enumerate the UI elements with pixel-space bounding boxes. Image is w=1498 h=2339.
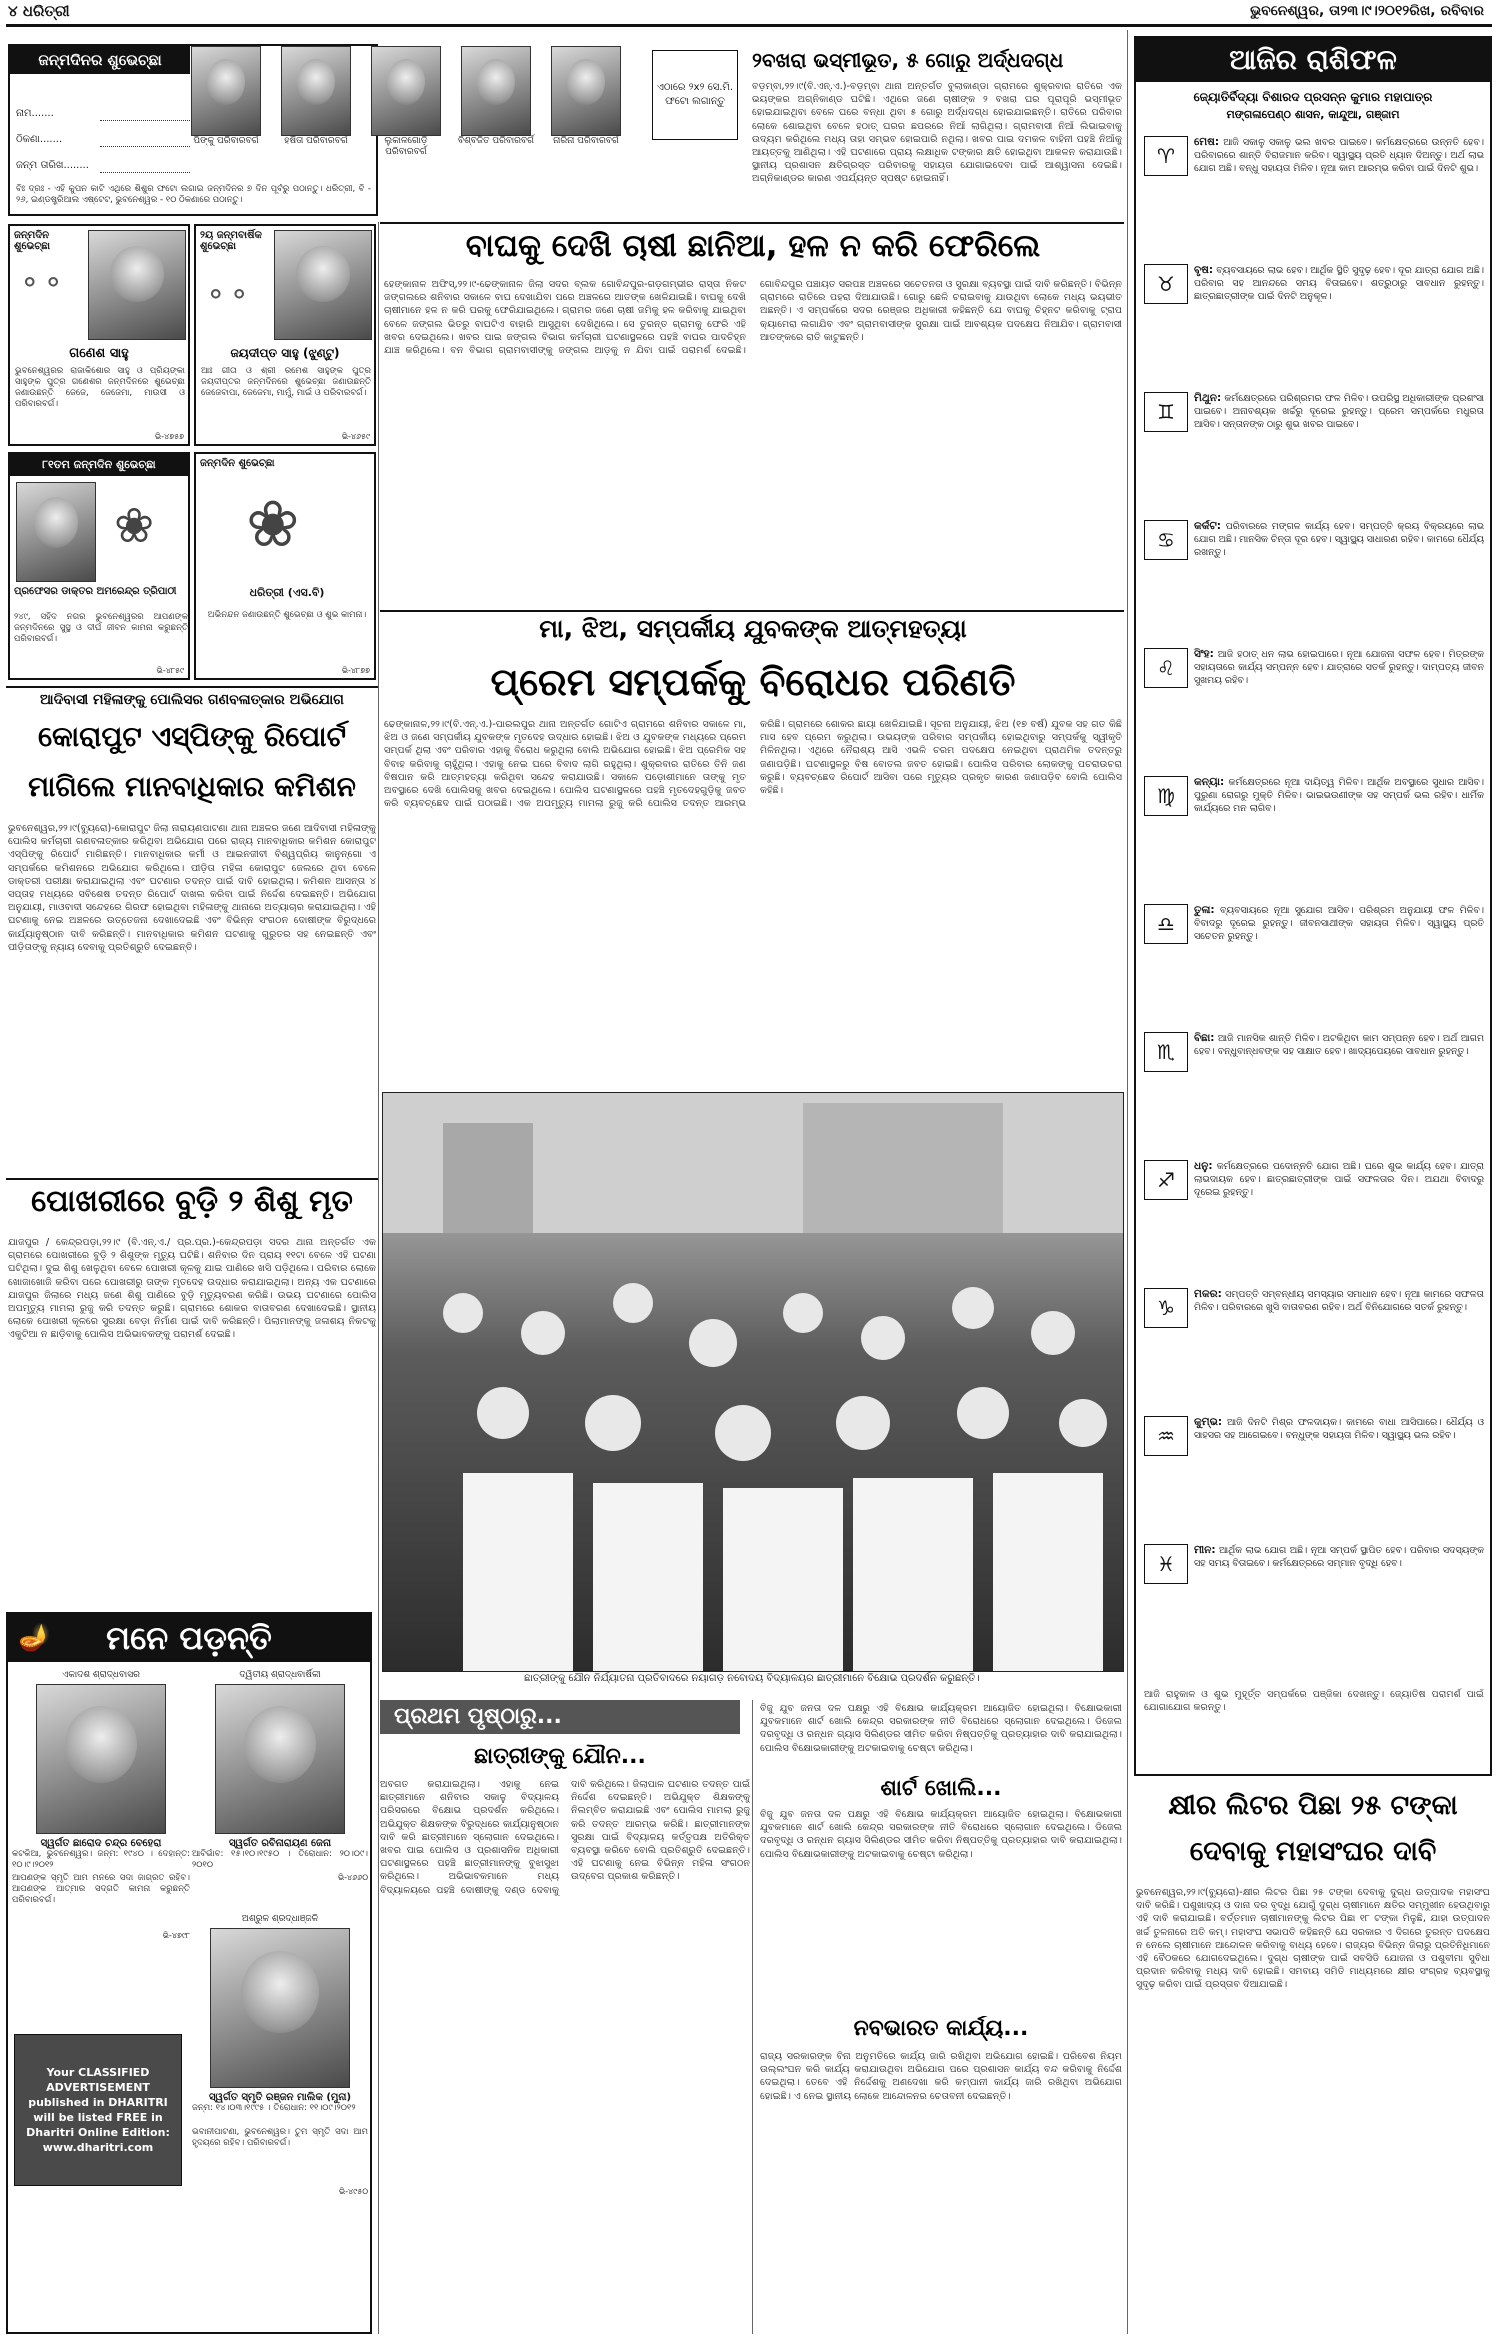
libra-icon: ♎ bbox=[1144, 904, 1188, 944]
elder-photo bbox=[16, 482, 96, 582]
flower-bouquet-icon: ❀ bbox=[246, 488, 300, 562]
flower-bouquet-icon: ❀ bbox=[114, 498, 155, 554]
kid-photo bbox=[371, 46, 441, 136]
kid-2: ହର୍ଷିତା ପରିବାରବର୍ଗ bbox=[276, 46, 356, 147]
koraput-kicker: ଆଦିବାସୀ ମହିଳାଙ୍କୁ ପୋଲିସର ଗଣବଳାତ୍କାର ଅଭିଯୋଗ bbox=[40, 692, 344, 708]
photo-placeholder-box: ଏଠାରେ ୨x୨ ସେ.ମି. ଫଟୋ ଲଗାନ୍ତୁ bbox=[652, 50, 738, 140]
kid-1: ପିଙ୍କୁ ପରିବାରବର୍ଗ bbox=[186, 46, 266, 147]
milk-headline-2: ଦେବାକୁ ମହାସଂଘର ଦାବି bbox=[1189, 1836, 1437, 1867]
coupon-name-field: ନାମ....... bbox=[16, 108, 54, 119]
sign-aquarius: ♒ କୁମ୍ଭ: ଆଜି ଦିନଟି ମିଶ୍ର ଫଳଦାୟକ। କାମରେ ବାଧା ଆସିପାରେ। ଧୈର୍ଯ୍ୟ ଓ ସାହସର ସହ ଆଗେଇବେ। ବନ୍ଧୁଙ୍କ ସହାୟତା ମିଳିବ। ସ୍ୱାସ୍ଥ୍ୟ ଭଲ ରହିବ। bbox=[1144, 1416, 1484, 1541]
sign-taurus: ♉ ବୃଷ: ବ୍ୟବସାୟରେ ଲାଭ ହେବ। ଆର୍ଥିକ ସ୍ଥିତି ସୁଦୃଢ଼ ହେବ। ଦୂର ଯାତ୍ରା ଯୋଗ ଅଛି। ପରିବାର ସହ ଆନନ୍ଦରେ ସମୟ ବିତାଇବେ। ଶତ୍ରୁଠାରୁ ସାବଧାନ ରୁହନ୍ତୁ। ଛାତ୍ରଛାତ୍ରୀଙ୍କ ପାଇଁ ଦିନଟି ଅନୁକୂଳ। bbox=[1144, 264, 1484, 389]
child-photo bbox=[274, 230, 372, 340]
birthday-ad-1: ଜନ୍ମଦିନ ଶୁଭେଚ୍ଛା ⚬⚬ ଗଣେଶ ସାହୁ ଭୁବନେଶ୍ୱରର ରାଜାକିଶୋର ସାହୁ ଓ ପ୍ରିୟଙ୍କା ସାହୁଙ୍କ ପୁତ୍ର ଗଣେଶର ଜନ୍ମଦିନରେ ଶୁଭେଚ୍ଛା ଜଣାଉଛନ୍ତି ଜେଜେ, ଜେଜେମା, ମାଉସୀ ଓ ପରିବାରବର୍ଗ। ଭି-୪୭୫୭ bbox=[8, 224, 190, 446]
cancer-icon: ♋ bbox=[1144, 520, 1188, 560]
birthday-ad-4: ଜନ୍ମଦିନ ଶୁଭେଚ୍ଛା ❀ ଧରିତ୍ରୀ (ଏସ.ବି) ଅଭିନନ୍ଦନ ଜଣାଉଛନ୍ତି ଶୁଭେଚ୍ଛା ଓ ଶୁଭ କାମନା। ଭି-୪୮୭୭ bbox=[194, 452, 376, 680]
coupon-kids-row bbox=[186, 46, 656, 181]
dateline: ଭୁବନେଶ୍ୱର, ତା୨୩।୯।୨୦୧୨ରିଖ, ରବିବାର bbox=[1250, 3, 1484, 19]
coupon-footer-note: ବିଃ ଦ୍ରଃ - ଏହି କୁପନ କାଟି ଏଥିରେ ଶିଶୁର ଫଟୋ ଲଗାଇ ଜନ୍ମଦିନର ୭ ଦିନ ପୂର୍ବରୁ ପଠାନ୍ତୁ। ଧରିତ୍ରୀ, ବି - ୨୬, ଇଣ୍ଡଷ୍ଟ୍ରିଆଲ ଏଷ୍ଟେଟ, ଭୁବନେଶ୍ୱର - ୧୦ ଠିକଣାରେ ପଠାନ୍ତୁ। bbox=[16, 184, 371, 205]
love-headline: ପ୍ରେମ ସମ୍ପର୍କକୁ ବିରୋଧର ପରିଣତି bbox=[490, 660, 1016, 704]
virgo-icon: ♍ bbox=[1144, 776, 1188, 816]
sign-virgo: ♍ କନ୍ୟା: କର୍ମକ୍ଷେତ୍ରରେ ନୂଆ ଦାୟିତ୍ୱ ମିଳିବ। ଆର୍ଥିକ ଅବସ୍ଥାରେ ସୁଧାର ଆସିବ। ପୁରୁଣା ରୋଗରୁ ମୁକ୍ତି ମିଳିବ। ଭାଇଭଉଣୀଙ୍କ ସହ ସମ୍ପର୍କ ଭଲ ରହିବ। ଧାର୍ମିକ କାର୍ଯ୍ୟରେ ମନ ଲାଗିବ। bbox=[1144, 776, 1484, 901]
front-story3-body: ରାଜ୍ୟ ସରକାରଙ୍କ ବିନା ଅନୁମତିରେ କାର୍ଯ୍ୟ ଜାରି ରଖିଥିବା ଅଭିଯୋଗ ହୋଇଛି। ପରିବେଶ ନିୟମ ଉଲ୍ଲଂଘନ କରି କାର୍ଯ୍ୟ କରାଯାଉଥିବା ଅଭିଯୋଗ ପରେ ପ୍ରଶାସନ କାର୍ଯ୍ୟ ବନ୍ଦ କରିବାକୁ ନିର୍ଦ୍ଦେଶ ଦେଇଥିଲା। ତେବେ ଏହି ନିର୍ଦ୍ଦେଶକୁ ଅଣଦେଖା କରି କମ୍ପାନୀ କାର୍ଯ୍ୟ ଜାରି ରଖିଥିବା ଅଭିଯୋଗ ହୋଇଛି। ଏ ନେଇ ସ୍ଥାନୀୟ ଲୋକେ ଆନ୍ଦୋଳନର ଚେତାବନୀ ଦେଇଛନ୍ତି। bbox=[760, 2051, 1122, 2102]
pond-body: ଯାଜପୁର / କେନ୍ଦ୍ରପଡ଼ା,୨୨।୯ (ବି.ଏନ୍.ଏ./ ପ୍ର.ପ୍ର.)-କେନ୍ଦ୍ରପଡ଼ା ସଦର ଥାନା ଅନ୍ତର୍ଗତ ଏକ ଗ୍ରାମରେ ପୋଖରୀରେ ବୁଡ଼ି ୨ ଶିଶୁଙ୍କ ମୃତ୍ୟୁ ଘଟିଛି। ଶନିବାର ଦିନ ପ୍ରାୟ ୧୧ଟା ବେଳେ ଏହି ଘଟଣା ଘଟିଥିଲା। ଦୁଇ ଶିଶୁ ଖେଳୁଥିବା ବେଳେ ପୋଖରୀ କୂଳକୁ ଯାଇ ପାଣିରେ ଖସି ପଡ଼ିଥିଲେ। ପରିବାର ଲୋକେ ଖୋଜାଖୋଜି କରିବା ପରେ ପୋଖରୀରୁ ତାଙ୍କ ମୃତଦେହ ଉଦ୍ଧାର କରାଯାଇଥିଲା। ଅନ୍ୟ ଏକ ଘଟଣାରେ ଯାଜପୁର ଜିଲାରେ ମଧ୍ୟ ଜଣେ ଶିଶୁ ପାଣିରେ ବୁଡ଼ି ମୃତ୍ୟୁବରଣ କରିଛି। ଉଭୟ ଘଟଣାରେ ପୋଲିସ ଅପମୃତ୍ୟୁ ମାମଲା ରୁଜୁ କରି ତଦନ୍ତ କରୁଛି। ଗ୍ରାମରେ ଶୋକର ବାତାବରଣ ଦେଖାଦେଇଛି। ସ୍ଥାନୀୟ ଲୋକେ ପୋଖରୀ କୂଳରେ ସୁରକ୍ଷା ବେଡ଼ା ନିର୍ମାଣ ପାଇଁ ଦାବି କରିଛନ୍ତି। ପିଲାମାନଙ୍କୁ ଜଳାଶୟ ନିକଟକୁ ଏକୁଟିଆ ନ ଛାଡ଼ିବାକୁ ପୋଲିସ ଅଭିଭାବକଙ୍କୁ ପରାମର୍ଶ ଦେଇଛି। bbox=[8, 1237, 376, 1341]
horoscope-author: ଜ୍ୟୋତିର୍ବିଦ୍ୟା ବିଶାରଦ ପ୍ରସନ୍ନ କୁମାର ମହାପାତ୍ର bbox=[1193, 90, 1433, 104]
memorial-entry-1: ଏକାଦଶ ଶ୍ରାଦ୍ଧବାସର ସ୍ୱର୍ଗତ ଛାରୋଦ ଚନ୍ଦ୍ର ବେହେରା କଟକିଆ, ଭୁବନେଶ୍ୱର। ଜନ୍ମ: ୧୯୪୦ । ଦେହାନ୍ତ: ୧୦।୯।୨୦୧୨ ଆପଣଙ୍କ ସ୍ମୃତି ଆମ ମନରେ ସଦା ଜାଗ୍ରତ ରହିବ। ଆପଣଙ୍କ ଆତ୍ମାର ସଦ୍‌ଗତି କାମନା କରୁଛନ୍ତି ପରିବାରବର୍ଗ। ଭି-୪୭୯୮ bbox=[12, 1670, 190, 1940]
fire-headline: ୨ବଖରା ଭସ୍ମୀଭୂତ, ୫ ଗୋରୁ ଅର୍ଦ୍ଧଦଗ୍ଧ bbox=[752, 48, 1064, 72]
protest-photo bbox=[382, 1092, 1124, 1672]
page-number: ୪ ଧରିତ୍ରୀ bbox=[8, 2, 70, 20]
gemini-icon: ♊ bbox=[1144, 392, 1188, 432]
tiger-body: ହେଙ୍କାନାଳ ଅଫିସ୍,୨୨।୯-ଢେଙ୍କାନାଳ ଜିଲା ସଦର ବ୍ଲକ ଗୋବିନ୍ଦପୁର-ଗଡ଼ଗମ୍ଭୀର ରାସ୍ତା ନିକଟ ଜଙ୍ଗଲରେ ଶନିବାର ସକାଳେ ବାଘ ଦେଖାଯିବା ପରେ ଅଞ୍ଚଳରେ ଆତଙ୍କ ଖେଳିଯାଇଛି। ବାଘକୁ ଦେଖି ଚାଷୀମାନେ ହଳ ନ କରି ଘରକୁ ଫେରିଯାଇଥିଲେ। ଗ୍ରାମର ଜଣେ ଚାଷୀ ଜମିକୁ ହଳ କରିବାକୁ ଯାଇଥିବା ବେଳେ ଜଙ୍ଗଲ ଭିତରୁ ବାଘଟିଏ ବାହାରି ଆସୁଥିବା ଦେଖିଥିଲେ। ସେ ତୁରନ୍ତ ଗ୍ରାମକୁ ଫେରି ଏହି ଖବର ଦେଇଥିଲେ। ଖବର ପାଇ ଜଙ୍ଗଲ ବିଭାଗ କର୍ମଚାରୀ ଘଟଣାସ୍ଥଳରେ ପହଞ୍ଚି ବାଘର ପାଦଚିହ୍ନ ଯାଞ୍ଚ କରିଥିଲେ। ବନ ବିଭାଗ ଗ୍ରାମବାସୀଙ୍କୁ ଜଙ୍ଗଲ ଆଡ଼କୁ ନ ଯିବା ପାଇଁ ପରାମର୍ଶ ଦେଇଛି। ଗୋବିନ୍ଦପୁର ପଞ୍ଚାୟତ ସରପଞ୍ଚ ଅଞ୍ଚଳରେ ସଚେତନତା ଓ ସୁରକ୍ଷା ବ୍ୟବସ୍ଥା ପାଇଁ ଦାବି କରିଛନ୍ତି। ବିଭିନ୍ନ ଗ୍ରାମରେ ରାତିରେ ପହରା ଦିଆଯାଉଛି। ଗୋରୁ ଛେଳି ଚରାଇବାକୁ ଯାଉଥିବା ଲୋକେ ମଧ୍ୟ ଭୟଭୀତ ଅଛନ୍ତି। ଏ ସମ୍ପର୍କରେ ସଦର ରେଞ୍ଜର ଅଧିକାରୀ କହିଛନ୍ତି ଯେ ବାଘକୁ ଚିହ୍ନଟ କରିବାକୁ ଟ୍ରାପ କ୍ୟାମେରା ଲଗାଯିବ ଏବଂ ଗ୍ରାମବାସୀଙ୍କ ସୁରକ୍ଷା ପାଇଁ ଆବଶ୍ୟକ ପଦକ୍ଷେପ ନିଆଯିବ। ଗ୍ରାମବାସୀ ଆତଙ୍କରେ ରାତି କାଟୁଛନ୍ତି। bbox=[384, 279, 1122, 357]
front-story2-intro: ବିଜୁ ଯୁବ ଜନତା ଦଳ ପକ୍ଷରୁ ଏହି ବିକ୍ଷୋଭ କାର୍ଯ୍ୟକ୍ରମ ଆୟୋଜିତ ହୋଇଥିଲା। ବିକ୍ଷୋଭକାରୀ ଯୁବକମାନେ ଶାର୍ଟ ଖୋଲି କେନ୍ଦ୍ର ସରକାରଙ୍କ ନୀତି ବିରୋଧରେ ସ୍ଲୋଗାନ ଦେଇଥିଲେ। ଡିଜେଲ ଦରବୃଦ୍ଧି ଓ ରନ୍ଧନ ଗ୍ୟାସ ସିଲିଣ୍ଡର ସୀମିତ କରିବା ନିଷ୍ପତ୍ତିକୁ ପ୍ରତ୍ୟାହାର ଦାବି କରାଯାଇଥିଲା। ପୋଲିସ ବିକ୍ଷୋଭକାରୀଙ୍କୁ ଅଟକାଇବାକୁ ଚେଷ୍ଟା କରିଥିଲା। bbox=[760, 1703, 1122, 1754]
leo-icon: ♌ bbox=[1144, 648, 1188, 688]
horoscope-box bbox=[1134, 36, 1492, 1776]
photo-caption: ଛାତ୍ରୀଙ୍କୁ ଯୌନ ନିର୍ଯ୍ୟାତନା ପ୍ରତିବାଦରେ ନୟାଗଡ଼ ନବୋଦୟ ବିଦ୍ୟାଳୟର ଛାତ୍ରୀମାନେ ବିକ୍ଷୋଭ ପ୍ରଦର୍ଶନ କରୁଛନ୍ତି। bbox=[524, 1673, 980, 1684]
horoscope-footer: ଆଜି ରାହୁକାଳ ଓ ଶୁଭ ମୁହୂର୍ତ୍ତ ସମ୍ପର୍କରେ ପଞ୍ଜିକା ଦେଖନ୍ତୁ। ଜ୍ୟୋତିଷ ପରାମର୍ଶ ପାଇଁ ଯୋଗାଯୋଗ କରନ୍ତୁ। bbox=[1144, 1689, 1484, 1714]
pisces-icon: ♓ bbox=[1144, 1544, 1188, 1584]
sign-scorpio: ♏ ବିଛା: ଆଜି ମାନସିକ ଶାନ୍ତି ମିଳିବ। ଅଟକିଥିବା କାମ ସମ୍ପନ୍ନ ହେବ। ଅର୍ଥ ଆଗମ ହେବ। ବନ୍ଧୁବାନ୍ଧବଙ୍କ ସହ ସାକ୍ଷାତ ହେବ। ଖାଦ୍ୟପେୟରେ ସାବଧାନ ରୁହନ୍ତୁ। bbox=[1144, 1032, 1484, 1157]
column-rule bbox=[752, 1700, 753, 2334]
aquarius-icon: ♒ bbox=[1144, 1416, 1188, 1456]
kid-photo bbox=[281, 46, 351, 136]
front-story2-head: ଶାର୍ଟ ଖୋଲି... bbox=[880, 1776, 1002, 1801]
front-page-band: ପ୍ରଥମ ପୃଷ୍ଠାରୁ... bbox=[380, 1700, 740, 1734]
kid-photo bbox=[191, 46, 261, 136]
kid-5: ନାରିନା ପରିବାରବର୍ଗ bbox=[546, 46, 626, 147]
memorial-banner: 🪔 ମନେ ପଡ଼ନ୍ତି bbox=[8, 1614, 370, 1662]
love-body: ଢେଙ୍କାନାଳ,୨୨।୯(ବି.ଏନ୍.ଏ.)-ପାରଲପୁର ଥାନା ଅନ୍ତର୍ଗତ ଗୋଟିଏ ଗ୍ରାମରେ ଶନିବାର ସକାଳେ ମା, ଝିଅ ଓ ଜଣେ ସମ୍ପର୍କୀୟ ଯୁବକଙ୍କ ମୃତଦେହ ଉଦ୍ଧାର ହୋଇଛି। ଝିଅ ଓ ଯୁବକଙ୍କ ମଧ୍ୟରେ ପ୍ରେମ ସମ୍ପର୍କ ଥିଲା ଏବଂ ପରିବାର ଏହାକୁ ବିରୋଧ କରୁଥିଲା ବୋଲି ଅଭିଯୋଗ ହୋଇଛି। ଝିଅ ପ୍ରେମିକ ସହ ବିବାହ କରିବାକୁ ଚାହୁଁଥିଲା। ଏହାକୁ ନେଇ ଘରେ ବିବାଦ ଲାଗି ରହୁଥିଲା। ଶୁକ୍ରବାର ରାତିରେ ତିନି ଜଣ ବିଷପାନ କରି ଆତ୍ମହତ୍ୟା କରିଥିବା ସନ୍ଦେହ କରାଯାଉଛି। ସକାଳେ ପଡ଼ୋଶୀମାନେ ତାଙ୍କୁ ମୃତ ଅବସ୍ଥାରେ ଦେଖି ପୋଲିସକୁ ଖବର ଦେଇଥିଲେ। ପୋଲିସ ଘଟଣାସ୍ଥଳରେ ପହଞ୍ଚି ମୃତଦେହଗୁଡ଼ିକୁ ଜବତ କରି ବ୍ୟବଚ୍ଛେଦ ପାଇଁ ପଠାଇଛି। ଏକ ଅପମୃତ୍ୟୁ ମାମଲା ରୁଜୁ କରି ପୋଲିସ ତଦନ୍ତ ଆରମ୍ଭ କରିଛି। ଗ୍ରାମରେ ଶୋକର ଛାୟା ଖେଳିଯାଇଛି। ସୂଚନା ଅନୁଯାୟୀ, ଝିଅ (୧୭ ବର୍ଷ) ଯୁବକ ସହ ଗତ କିଛି ମାସ ହେବ ପ୍ରେମ କରୁଥିଲା। ଉଭୟଙ୍କ ପରିବାର ସମ୍ପର୍କୀୟ ହୋଇଥିବାରୁ ସମ୍ପର୍କକୁ ସ୍ୱୀକୃତି ମିଳିନଥିଲା। ଏଥିରେ ନୈରାଶ୍ୟ ଆସି ଏଭଳି ଚରମ ପଦକ୍ଷେପ ନେଇଥିବା ପ୍ରାଥମିକ ତଦନ୍ତରୁ ଜଣାପଡ଼ିଛି। ଘଟଣାସ୍ଥଳରୁ ବିଷ ବୋତଲ ଜବତ ହୋଇଛି। ପୋଲିସ ପରିବାର ଲୋକଙ୍କୁ ପଚରାଉଚରା କରୁଛି। ବ୍ୟବଚ୍ଛେଦ ରିପୋର୍ଟ ଆସିବା ପରେ ମୃତ୍ୟୁର ପ୍ରକୃତ କାରଣ ଜଣାପଡ଼ିବ ବୋଲି ପୋଲିସ କହିଛି। bbox=[384, 719, 1122, 810]
fire-body: ବଡ଼ମ୍ବା,୨୨।୯(ବି.ଏନ୍.ଏ.)-ବଡ଼ମ୍ବା ଥାନା ଅନ୍ତର୍ଗତ ବୁଲାକାଣ୍ଡା ଗ୍ରାମରେ ଶୁକ୍ରବାର ରାତିରେ ଏକ ଭୟଙ୍କର ଅଗ୍ନିକାଣ୍ଡ ଘଟିଛି। ଏଥିରେ ଜଣେ ଚାଷୀଙ୍କ ୨ ବଖରା ଘର ପୂରାପୂରି ଭସ୍ମୀଭୂତ ହୋଇଯାଇଥିବା ବେଳେ ଘରେ ବନ୍ଧା ଥିବା ୫ ଗୋରୁ ଅର୍ଦ୍ଧଦଗ୍ଧ ହୋଇଯାଇଛନ୍ତି। ରାତିରେ ପରିବାର ଲୋକେ ଶୋଇଥିବା ବେଳେ ହଠାତ୍ ଘରର ଛପରରେ ନିଆଁ ଲାଗିଥିଲା। ଗ୍ରାମବାସୀ ନିଆଁ ଲିଭାଇବାକୁ ଉଦ୍ୟମ କରିଥିଲେ ମଧ୍ୟ ତାହା ସମ୍ଭବ ହୋଇପାରି ନଥିଲା। ଖବର ପାଇ ଦମକଳ ବାହିନୀ ପହଞ୍ଚି ନିଆଁକୁ ଆୟତ୍ତକୁ ଆଣିଥିଲା। ଏହି ଘଟଣାରେ ପ୍ରାୟ ଲକ୍ଷାଧିକ ଟଙ୍କାର କ୍ଷତି ହୋଇଥିବା ଆକଳନ କରାଯାଉଛି। ସ୍ଥାନୀୟ ପ୍ରଶାସନ କ୍ଷତିଗ୍ରସ୍ତ ପରିବାରକୁ ସହାୟତା ଯୋଗାଇଦେବା ପାଇଁ ଆଶ୍ୱାସନା ଦେଇଛି। ଅଗ୍ନିକାଣ୍ଡର କାରଣ ଏପର୍ଯ୍ୟନ୍ତ ସ୍ପଷ୍ଟ ହୋଇନାହିଁ। bbox=[752, 81, 1122, 185]
sign-leo: ♌ ସିଂହ: ଆଜି ହଠାତ୍ ଧନ ଲାଭ ହୋଇପାରେ। ନୂଆ ଯୋଜନା ସଫଳ ହେବ। ମିତ୍ରଙ୍କ ସହାୟତାରେ କାର୍ଯ୍ୟ ସମ୍ପନ୍ନ ହେବ। ଯାତ୍ରାରେ ସତର୍କ ରୁହନ୍ତୁ। ଦାମ୍ପତ୍ୟ ଜୀବନ ସୁଖମୟ ରହିବ। bbox=[1144, 648, 1484, 773]
column-rule bbox=[378, 222, 379, 2334]
tiger-headline: ବାଘକୁ ଦେଖି ଚାଷୀ ଛାନିଆ, ହଳ ନ କରି ଫେରିଲେ bbox=[465, 228, 1041, 264]
birthday-ad-2: ୨ୟ ଜନ୍ମବାର୍ଷିକ ଶୁଭେଚ୍ଛା ⚬⚬ ଜୟଦୀପ୍ତ ସାହୁ (ଝୁଣ୍ଟୁ) ଆଃ ଗୀତା ଓ ଶ୍ରୀ ରମେଶ ସାହୁଙ୍କ ପୁତ୍ର ଜୟଦୀପ୍ତର ଜନ୍ମଦିନରେ ଶୁଭେଚ୍ଛା ଜଣାଉଛନ୍ତି ଜେଜେବାପା, ଜେଜେମା, ମାମୁଁ, ମାଇଁ ଓ ପରିବାରବର୍ଗ। ଭି-୪୬୫୯ bbox=[194, 224, 376, 446]
page-header bbox=[0, 0, 1498, 22]
love-kicker: ମା, ଝିଅ, ସମ୍ପର୍କୀୟ ଯୁବକଙ୍କ ଆତ୍ମହତ୍ୟା bbox=[539, 614, 967, 643]
milk-headline-1: କ୍ଷୀର ଲିଟର ପିଛା ୨୫ ଟଙ୍କା bbox=[1168, 1790, 1458, 1821]
front-story3-head: ନବଭାରତ କାର୍ଯ୍ୟ... bbox=[853, 2016, 1029, 2041]
horoscope-author-address: ମଙ୍ଗଳାପେଣ୍ଠ ଶାସନ, କାନ୍ଦୁଆ, ଗଞ୍ଜାମ bbox=[1226, 108, 1400, 121]
kid-4: ବିଶ୍ବଜିତ ପରିବାରବର୍ଗ bbox=[456, 46, 536, 147]
koraput-body: ଭୁବନେଶ୍ୱର,୨୨।୯(ବ୍ୟୁରୋ)-କୋରାପୁଟ ଜିଲା ନାରାୟଣପାଟଣା ଥାନା ଅଞ୍ଚଳର ଜଣେ ଆଦିବାସୀ ମହିଳାଙ୍କୁ ପୋଲିସ କର୍ମଚାରୀ ଗଣବଳାତ୍କାର କରିଥିବା ଅଭିଯୋଗ ପରେ ରାଜ୍ୟ ମାନବାଧିକାର କମିଶନ କୋରାପୁଟ ଏସ୍‌ପିଙ୍କୁ ରିପୋର୍ଟ ମାଗିଛନ୍ତି। ମାନବାଧିକାର କର୍ମୀ ଓ ଆଇନଜୀବୀ ବିଶ୍ୱପ୍ରିୟ କାନୁନ୍‌ଗୋ ଏ ସମ୍ପର୍କରେ କମିଶନରେ ଅଭିଯୋଗ କରିଥିଲେ। ପୀଡ଼ିତା ମହିଳା କୋରାପୁଟ ଜେଲରେ ଥିବା ବେଳେ ଡାକ୍ତରୀ ପରୀକ୍ଷା କରାଯାଇଥିଲା ଏବଂ ଘଟଣାର ତଦନ୍ତ ପାଇଁ ଦାବି ହୋଇଥିଲା। କମିଶନ ଆସନ୍ତା ୪ ସପ୍ତାହ ମଧ୍ୟରେ ସବିଶେଷ ତଦନ୍ତ ରିପୋର୍ଟ ଦାଖଲ କରିବା ପାଇଁ ନିର୍ଦ୍ଦେଶ ଦେଇଛନ୍ତି। ଅଭିଯୋଗ ଅନୁଯାୟୀ, ମାଓବାଦୀ ସନ୍ଦେହରେ ଗିରଫ ହୋଇଥିବା ମହିଳାଙ୍କୁ ଥାନାରେ ଅତ୍ୟାଚାର କରାଯାଇଥିଲା। ଏହି ଘଟଣାକୁ ନେଇ ଅଞ୍ଚଳରେ ଉତ୍ତେଜନା ଦେଖାଦେଇଛି ଏବଂ ବିଭିନ୍ନ ସଂଗଠନ ଦୋଷୀଙ୍କ ବିରୁଦ୍ଧରେ କାର୍ଯ୍ୟାନୁଷ୍ଠାନ ଦାବି କରିଛନ୍ତି। ମାନବାଧିକାର କମିଶନ ଘଟଣାକୁ ଗୁରୁତର ସହ ନେଇଛନ୍ତି ଏବଂ ପୀଡ଼ିତାଙ୍କୁ ନ୍ୟାୟ ଦେବାକୁ ପ୍ରତିଶ୍ରୁତି ଦେଇଛନ୍ତି। bbox=[8, 823, 376, 953]
aries-icon: ♈ bbox=[1144, 136, 1188, 176]
memorial-photo bbox=[210, 1928, 350, 2088]
kid-photo bbox=[461, 46, 531, 136]
milk-body: ଭୁବନେଶ୍ୱର,୨୨।୯(ବ୍ୟୁରୋ)-କ୍ଷୀର ଲିଟର ପିଛା ୨୫ ଟଙ୍କା ଦେବାକୁ ଦୁଗ୍ଧ ଉତ୍ପାଦକ ମହାସଂଘ ଦାବି କରିଛି। ପଶୁଖାଦ୍ୟ ଓ ଦାନା ଦର ବୃଦ୍ଧି ଯୋଗୁଁ ଦୁଗ୍ଧ ଚାଷୀମାନେ କ୍ଷତିର ସମ୍ମୁଖୀନ ହେଉଥିବାରୁ ଏହି ଦାବି କରାଯାଇଛି। ବର୍ତ୍ତମାନ ଚାଷୀମାନଙ୍କୁ ଲିଟର ପିଛା ୧୮ ଟଙ୍କା ମିଳୁଛି, ଯାହା ଉତ୍ପାଦନ ଖର୍ଚ୍ଚ ତୁଳନାରେ ଅତି କମ୍। ମହାସଂଘ ସଭାପତି କହିଛନ୍ତି ଯେ ସରକାର ଏ ଦିଗରେ ତୁରନ୍ତ ପଦକ୍ଷେପ ନ ନେଲେ ଚାଷୀମାନେ ଆନ୍ଦୋଳନ କରିବାକୁ ବାଧ୍ୟ ହେବେ। ରାଜ୍ୟର ବିଭିନ୍ନ ଜିଲାରୁ ପ୍ରତିନିଧିମାନେ ଏହି ବୈଠକରେ ଯୋଗଦେଇଥିଲେ। ଦୁଗ୍ଧ ଚାଷୀଙ୍କ ପାଇଁ ସବସିଡି ଯୋଜନା ଓ ପଶୁବୀମା ସୁବିଧା ପ୍ରଦାନ କରିବାକୁ ମଧ୍ୟ ଦାବି ହୋଇଛି। ସମବାୟ ସମିତି ମାଧ୍ୟମରେ କ୍ଷୀର ସଂଗ୍ରହ ବ୍ୟବସ୍ଥାକୁ ସୁଦୃଢ଼ କରିବା ପାଇଁ ପ୍ରସ୍ତାବ ଦିଆଯାଇଛି। bbox=[1136, 1887, 1490, 1991]
koraput-headline-1: କୋରାପୁଟ ଏସ୍‌ପିଙ୍କୁ ରିପୋର୍ଟ bbox=[38, 720, 346, 753]
lamp-icon: 🪔 bbox=[18, 1623, 51, 1653]
memorial-section bbox=[6, 1612, 372, 2334]
horoscope-list bbox=[1144, 136, 1484, 1676]
balloons-icon: ⚬⚬ bbox=[18, 266, 65, 299]
koraput-headline-2: ମାଗିଲେ ମାନବାଧିକାର କମିଶନ bbox=[28, 770, 356, 803]
sign-libra: ♎ ତୁଳା: ବ୍ୟବସାୟରେ ନୂଆ ସୁଯୋଗ ଆସିବ। ପରିଶ୍ରମ ଅନୁଯାୟୀ ଫଳ ମିଳିବ। ବିବାଦରୁ ଦୂରେଇ ରୁହନ୍ତୁ। ଜୀବନସାଥୀଙ୍କ ସହାୟତା ମିଳିବ। ସ୍ୱାସ୍ଥ୍ୟ ପ୍ରତି ସଚେତନ ରୁହନ୍ତୁ। bbox=[1144, 904, 1484, 1029]
taurus-icon: ♉ bbox=[1144, 264, 1188, 304]
sign-cancer: ♋ କର୍କଟ: ପରିବାରରେ ମଙ୍ଗଳ କାର୍ଯ୍ୟ ହେବ। ସମ୍ପତ୍ତି କ୍ରୟ ବିକ୍ରୟରେ ଲାଭ ଯୋଗ ଅଛି। ମାନସିକ ଚିନ୍ତା ଦୂର ହେବ। ସ୍ୱାସ୍ଥ୍ୟ ସାଧାରଣ ରହିବ। କାମରେ ଧୈର୍ଯ୍ୟ ରଖନ୍ତୁ। bbox=[1144, 520, 1484, 645]
header-rule bbox=[6, 24, 1492, 27]
front-story2-body: ବିଜୁ ଯୁବ ଜନତା ଦଳ ପକ୍ଷରୁ ଏହି ବିକ୍ଷୋଭ କାର୍ଯ୍ୟକ୍ରମ ଆୟୋଜିତ ହୋଇଥିଲା। ବିକ୍ଷୋଭକାରୀ ଯୁବକମାନେ ଶାର୍ଟ ଖୋଲି କେନ୍ଦ୍ର ସରକାରଙ୍କ ନୀତି ବିରୋଧରେ ସ୍ଲୋଗାନ ଦେଇଥିଲେ। ଡିଜେଲ ଦରବୃଦ୍ଧି ଓ ରନ୍ଧନ ଗ୍ୟାସ ସିଲିଣ୍ଡର ସୀମିତ କରିବା ନିଷ୍ପତ୍ତିକୁ ପ୍ରତ୍ୟାହାର ଦାବି କରାଯାଇଥିଲା। ପୋଲିସ ବିକ୍ଷୋଭକାରୀଙ୍କୁ ଅଟକାଇବାକୁ ଚେଷ୍ଟା କରିଥିଲା। bbox=[760, 1809, 1122, 1860]
classified-note: Your CLASSIFIED ADVERTISEMENT published in DHARITRI will be listed FREE in Dharitri Online Edition: www.dharitri.com bbox=[14, 2034, 182, 2186]
kid-photo bbox=[551, 46, 621, 136]
birthday-ad-3: ୮୧ତମ ଜନ୍ମଦିନ ଶୁଭେଚ୍ଛା ❀ ପ୍ରଫେସର ଡାକ୍ତର ଅମରେନ୍ଦ୍ର ତ୍ରିପାଠୀ ୨୪୯, ସହିଦ ନଗର ଭୁବନେଶ୍ୱରର ଆପଣଙ୍କ ଜନ୍ମଦିନରେ ସୁସ୍ଥ ଓ ଦୀର୍ଘ ଜୀବନ କାମନା କରୁଛନ୍ତି ପରିବାରବର୍ଗ। ଭି-୪୮୫୯ bbox=[8, 452, 190, 680]
coupon-dob-field: ଜନ୍ମ ତାରିଖ........ bbox=[16, 160, 89, 171]
memorial-entry-3: ଅଶ୍ରୁଳ ଶ୍ରଦ୍ଧାଞ୍ଜଳି ସ୍ୱର୍ଗତ ସ୍ମୃତି ରଞ୍ଜନ ମାଲିକ (ମୁନା) ଜନ୍ମ: ୧୪।୦୩।୧୯୯୫ । ତିରୋଧାନ: ୧୧।୦୯।୨୦୧୨ ଭବାନୀପାଟଣା, ଭୁବନେଶ୍ୱର। ତୁମ ସ୍ମୃତି ସଦା ଆମ ହୃଦୟରେ ରହିବ। ପରିବାରବର୍ଗ। ଭି-୪୯୫୦ bbox=[192, 1914, 368, 2196]
sign-pisces: ♓ ମୀନ: ଆର୍ଥିକ ଲାଭ ଯୋଗ ଅଛି। ନୂଆ ସମ୍ପର୍କ ସ୍ଥାପିତ ହେବ। ପରିବାର ସଦସ୍ୟଙ୍କ ସହ ସମୟ ବିତାଇବେ। କର୍ମକ୍ଷେତ୍ରରେ ସମ୍ମାନ ବୃଦ୍ଧି ହେବ। bbox=[1144, 1544, 1484, 1669]
sign-sagittarius: ♐ ଧନୁ: କର୍ମକ୍ଷେତ୍ରରେ ପଦୋନ୍ନତି ଯୋଗ ଅଛି। ଘରେ ଶୁଭ କାର୍ଯ୍ୟ ହେବ। ଯାତ୍ରା ଲାଭଦାୟକ ହେବ। ଛାତ୍ରଛାତ୍ରୀଙ୍କ ପାଇଁ ସଫଳତାର ଦିନ। ଅଯଥା ବିବାଦରୁ ଦୂରେଇ ରୁହନ୍ତୁ। bbox=[1144, 1160, 1484, 1285]
pond-headline: ପୋଖରୀରେ ବୁଡ଼ି ୨ ଶିଶୁ ମୃତ bbox=[31, 1184, 353, 1219]
balloons-icon: ⚬⚬ bbox=[204, 278, 251, 311]
sign-gemini: ♊ ମିଥୁନ: କର୍ମକ୍ଷେତ୍ରରେ ପରିଶ୍ରମର ଫଳ ମିଳିବ। ଉପରିସ୍ଥ ଅଧିକାରୀଙ୍କ ପ୍ରଶଂସା ପାଇବେ। ଅନାବଶ୍ୟକ ଖର୍ଚ୍ଚରୁ ଦୂରେଇ ରୁହନ୍ତୁ। ପ୍ରେମ ସମ୍ପର୍କରେ ମଧୁରତା ଆସିବ। ସନ୍ତାନଙ୍କ ଠାରୁ ଶୁଭ ଖବର ପାଇବେ। bbox=[1144, 392, 1484, 517]
sign-capricorn: ♑ ମକର: ସମ୍ପତ୍ତି ସମ୍ବନ୍ଧୀୟ ସମସ୍ୟାର ସମାଧାନ ହେବ। ନୂଆ କାମରେ ସଫଳତା ମିଳିବ। ପରିବାରରେ ଖୁସି ବାତାବରଣ ରହିବ। ଅର୍ଥ ବିନିଯୋଗରେ ସତର୍କ ରୁହନ୍ତୁ। bbox=[1144, 1288, 1484, 1413]
memorial-photo bbox=[215, 1684, 345, 1834]
child-photo bbox=[88, 230, 186, 340]
sign-aries: ♈ ମେଷ: ଆଜି ସକାଳୁ ସକାଳୁ ଭଲ ଖବର ପାଇବେ। କର୍ମକ୍ଷେତ୍ରରେ ଉନ୍ନତି ହେବ। ପରିବାରରେ ଶାନ୍ତି ବିରାଜମାନ କରିବ। ସ୍ୱାସ୍ଥ୍ୟ ପ୍ରତି ଧ୍ୟାନ ଦିଅନ୍ତୁ। ଅର୍ଥ ଲାଭ ଯୋଗ ଅଛି। ବନ୍ଧୁ ସହାୟତା ମିଳିବ। ନୂଆ କାମ ଆରମ୍ଭ କରିବା ପାଇଁ ଦିନଟି ଶୁଭ। bbox=[1144, 136, 1484, 261]
front-story1-body: ଅବଗତ କରାଯାଇଥିଲା। ଏହାକୁ ନେଇ ଛାତ୍ରୀମାନେ ଶନିବାର ସକାଳୁ ବିଦ୍ୟାଳୟ ପରିସରରେ ବିକ୍ଷୋଭ ପ୍ରଦର୍ଶନ କରିଥିଲେ। ଅଭିଯୁକ୍ତ ଶିକ୍ଷକଙ୍କ ବିରୁଦ୍ଧରେ କାର୍ଯ୍ୟାନୁଷ୍ଠାନ ଦାବି କରି ଛାତ୍ରୀମାନେ ସ୍ଲୋଗାନ ଦେଇଥିଲେ। ଖବର ପାଇ ପୋଲିସ ଓ ପ୍ରଶାସନିକ ଅଧିକାରୀ ଘଟଣାସ୍ଥଳରେ ପହଞ୍ଚି ଛାତ୍ରୀମାନଙ୍କୁ ବୁଝାସୁଝା କରିଥିଲେ। ଅଭିଭାବକମାନେ ମଧ୍ୟ ବିଦ୍ୟାଳୟରେ ପହଞ୍ଚି ଦୋଷୀଙ୍କୁ ଦଣ୍ଡ ଦେବାକୁ ଦାବି କରିଥିଲେ। ଜିଲାପାଳ ଘଟଣାର ତଦନ୍ତ ପାଇଁ ନିର୍ଦ୍ଦେଶ ଦେଇଛନ୍ତି। ଅଭିଯୁକ୍ତ ଶିକ୍ଷକଙ୍କୁ ନିଲମ୍ବିତ କରାଯାଇଛି ଏବଂ ପୋଲିସ ମାମଲା ରୁଜୁ କରି ତଦନ୍ତ ଆରମ୍ଭ କରିଛି। ଛାତ୍ରୀମାନଙ୍କ ସୁରକ୍ଷା ପାଇଁ ବିଦ୍ୟାଳୟ କର୍ତ୍ତୃପକ୍ଷ ଅତିରିକ୍ତ ବ୍ୟବସ୍ଥା କରିବେ ବୋଲି ପ୍ରତିଶ୍ରୁତି ଦେଇଛନ୍ତି। ଏହି ଘଟଣାକୁ ନେଇ ବିଭିନ୍ନ ମହିଳା ସଂଗଠନ ଉଦ୍‌ବେଗ ପ୍ରକାଶ କରିଛନ୍ତି। bbox=[380, 1779, 750, 1896]
horoscope-title: ଆଜିର ରାଶିଫଳ bbox=[1136, 38, 1490, 82]
sagittarius-icon: ♐ bbox=[1144, 1160, 1188, 1200]
capricorn-icon: ♑ bbox=[1144, 1288, 1188, 1328]
kid-3: ଲୁକାଳଗୋଡ଼ି ପରିବାରବର୍ଗ bbox=[366, 46, 446, 158]
protest-crowd-graphic bbox=[383, 1093, 1123, 1671]
front-story1-head: ଛାତ୍ରୀଙ୍କୁ ଯୌନ... bbox=[474, 1744, 646, 1769]
memorial-photo bbox=[36, 1684, 166, 1834]
memorial-entry-2: ଦ୍ୱିତୀୟ ଶ୍ରାଦ୍ଧବାର୍ଷିକୀ ସ୍ୱର୍ଗତ ରବିନାରାୟଣ ଜେନା ଆବିର୍ଭାବ: ୧୫।୧୦।୧୯୫୦ । ତିରୋଧାନ: ୨୦।୦୯।୨୦୧୦ ଭି-୪୬୬୦ bbox=[192, 1670, 368, 1882]
coupon-title: ଜନ୍ମଦିନର ଶୁଭେଚ୍ଛା bbox=[10, 46, 190, 74]
scorpio-icon: ♏ bbox=[1144, 1032, 1188, 1072]
coupon-address-field: ଠିକଣା....... bbox=[16, 134, 63, 145]
column-rule bbox=[1127, 30, 1128, 2334]
